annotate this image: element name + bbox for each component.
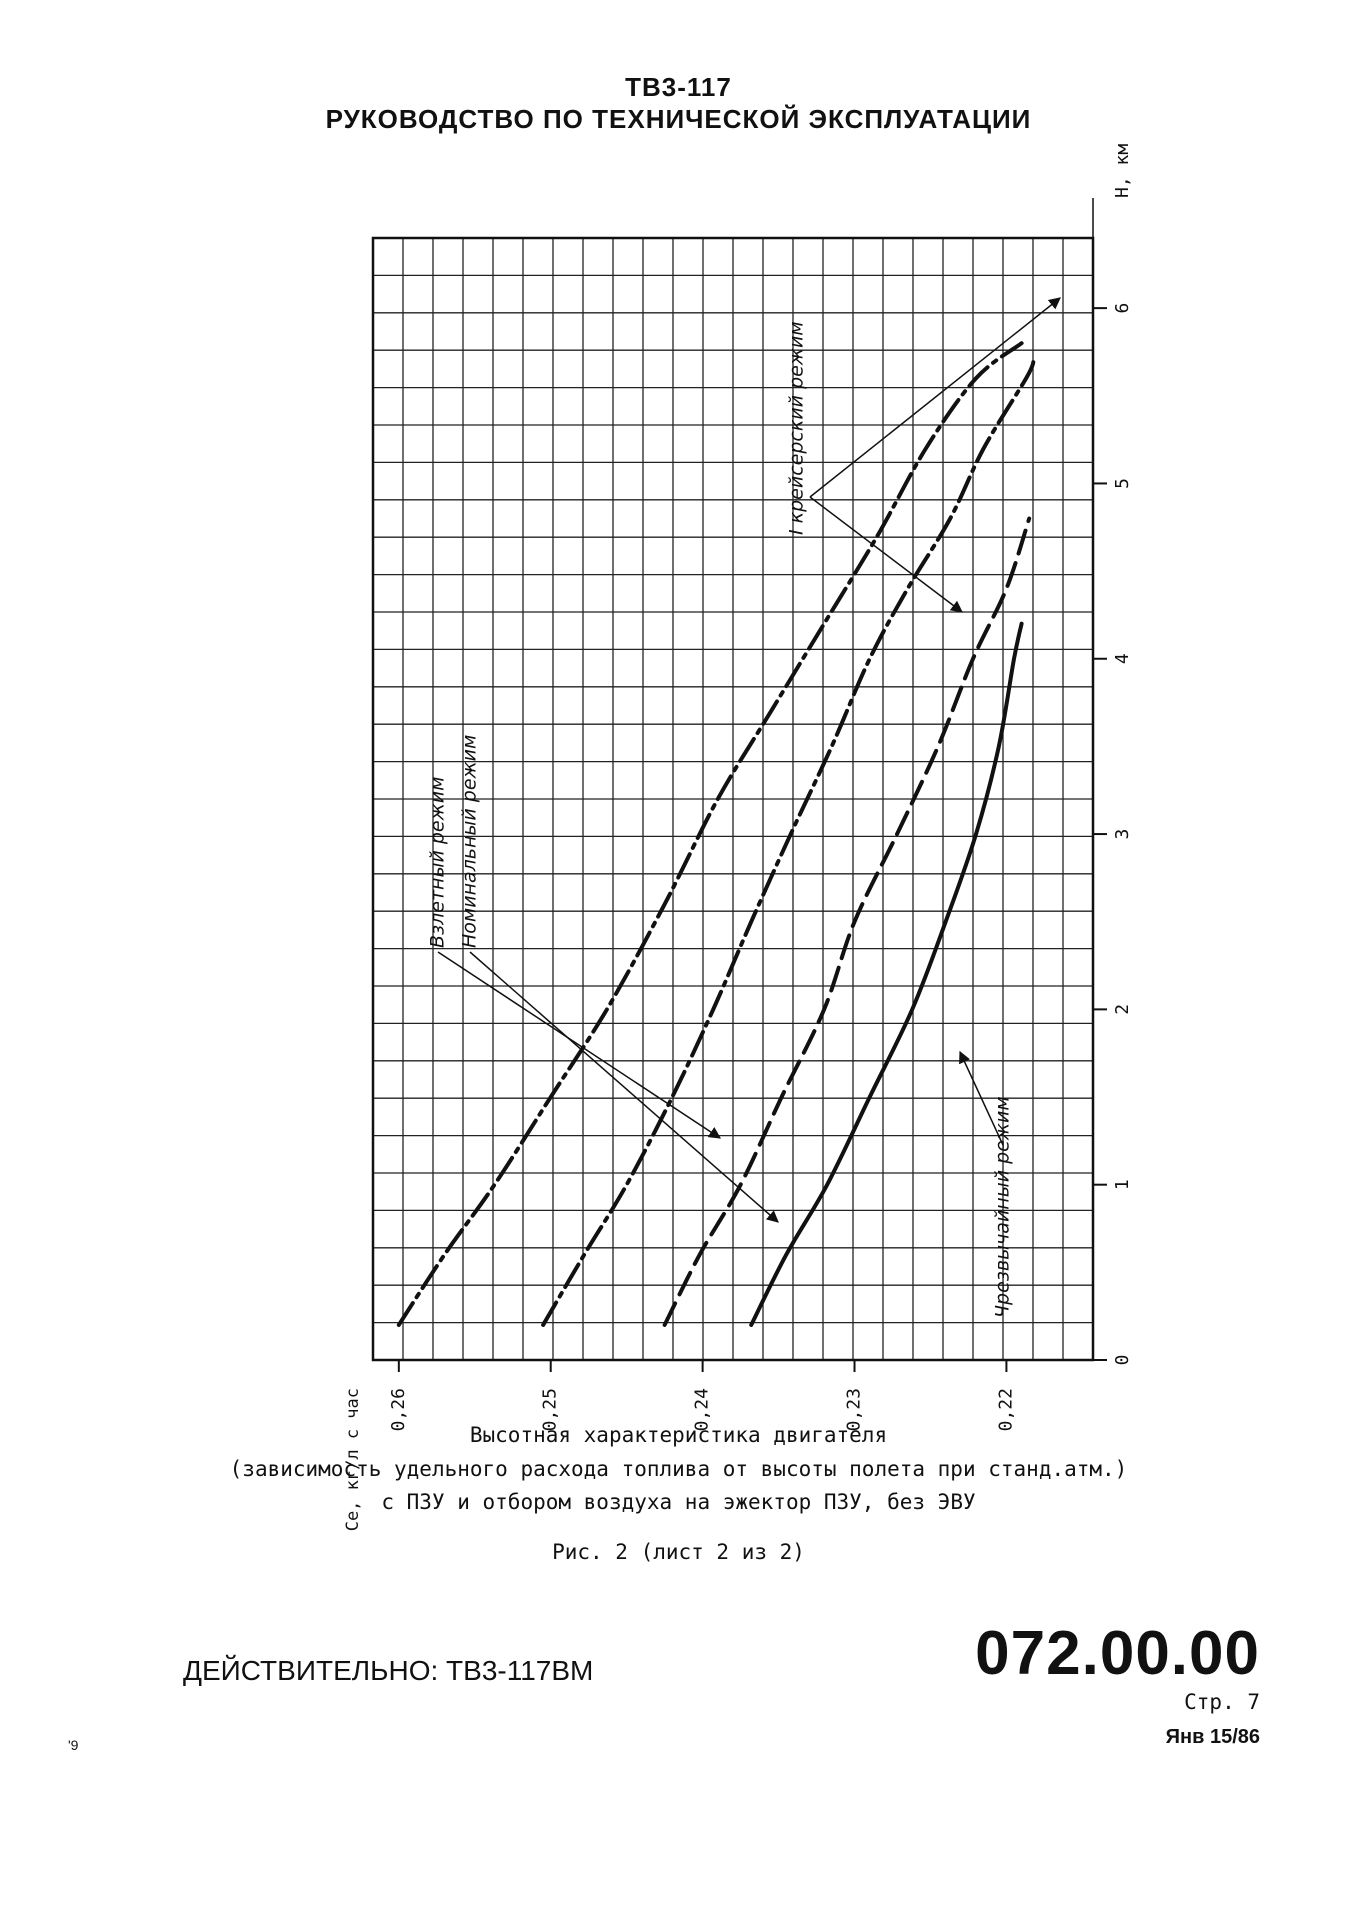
figure-number: Рис. 2 (лист 2 из 2) xyxy=(552,1540,805,1564)
figure-caption-line-1: Высотная характеристика двигателя xyxy=(469,1423,888,1447)
series-line-1 xyxy=(399,343,1022,1325)
y-tick-label: 4 xyxy=(1112,653,1133,665)
leader-line xyxy=(810,497,962,612)
x-tick-label: 0,26 xyxy=(387,1388,409,1432)
chart-series xyxy=(399,343,1034,1325)
figure-caption-line-3: с ПЗУ и отбором воздуха на эжектор ПЗУ, без ЭВУ xyxy=(381,1490,976,1514)
leader-line xyxy=(810,298,1060,497)
figure-caption-line-2: (зависимость удельного расхода топлива от высоты полета при станд.атм.) xyxy=(229,1457,1128,1481)
x-tick-label: 0,22 xyxy=(995,1388,1017,1432)
validity-note: ДЕЙСТВИТЕЛЬНО: ТВ3-117ВМ xyxy=(183,1655,594,1686)
y-tick-label: 2 xyxy=(1112,1003,1133,1015)
x-tick-label: 0,24 xyxy=(691,1388,713,1432)
y-tick-label: 6 xyxy=(1112,302,1133,314)
y-tick-label: 3 xyxy=(1112,828,1133,840)
document-number: 072.00.00 xyxy=(975,1619,1260,1688)
y-tick-label: 0 xyxy=(1112,1354,1133,1366)
series-label-1: Взлетный режим xyxy=(426,776,449,948)
leader-line xyxy=(470,952,778,1222)
document-title: ТВ3-117 xyxy=(625,72,732,102)
series-label-2: Номинальный режим xyxy=(458,734,481,948)
page-number: Стр. 7 xyxy=(1184,1690,1260,1714)
y-tick-label: 1 xyxy=(1112,1179,1133,1191)
x-tick-label: 0,23 xyxy=(843,1388,865,1432)
x-tick-label: 0,25 xyxy=(539,1388,561,1432)
corner-mark: '9 xyxy=(68,1737,79,1753)
y-axis-label: H, км xyxy=(1112,143,1133,198)
x-axis-label: Ce, кг/л с час xyxy=(343,1388,363,1532)
leader-line xyxy=(438,952,720,1138)
series-line-3 xyxy=(665,519,1030,1325)
series-line-4 xyxy=(751,624,1021,1325)
series-label-3: I крейсерский режим xyxy=(785,321,808,535)
y-tick-label: 5 xyxy=(1112,478,1133,489)
series-label-4: Чрезвычайный режим xyxy=(991,1096,1014,1318)
document-subtitle: РУКОВОДСТВО ПО ТЕХНИЧЕСКОЙ ЭКСПЛУАТАЦИИ xyxy=(325,104,1032,134)
revision-date: Янв 15/86 xyxy=(1165,1726,1260,1748)
chart-annotations xyxy=(427,298,1061,1318)
